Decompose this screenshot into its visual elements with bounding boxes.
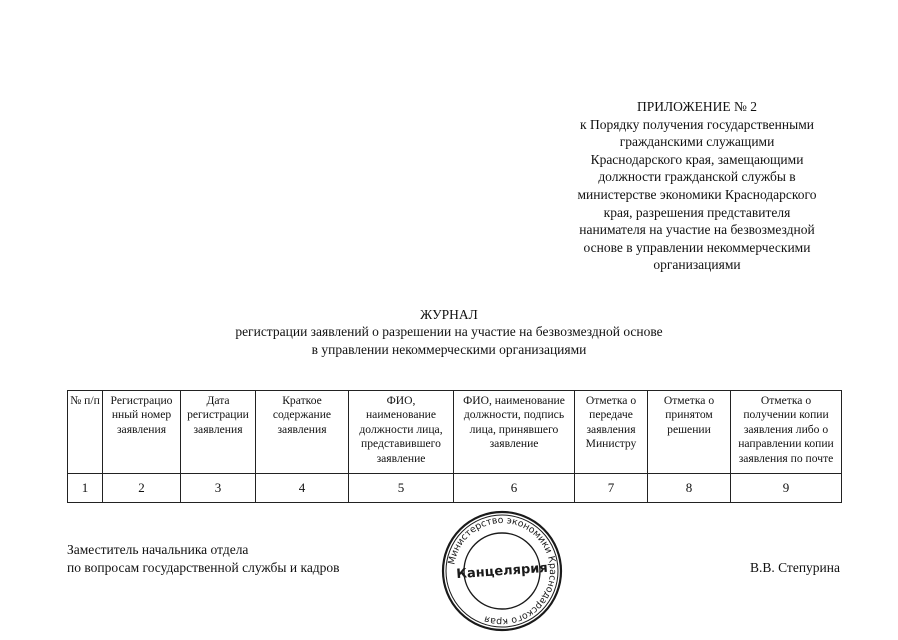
- table-header-cell: ФИО, наименование должности, подпись лица, принявшего заявление: [454, 391, 575, 474]
- table-header-cell: № п/п: [68, 391, 103, 474]
- table-cell: 5: [349, 474, 454, 503]
- appendix-line: края, разрешения представителя: [603, 204, 791, 220]
- appendix-line: основе в управлении некоммерческими: [583, 239, 811, 255]
- official-stamp: [441, 510, 563, 632]
- table-row: [68, 474, 842, 503]
- table-cell: 3: [181, 474, 256, 503]
- table-cell: 9: [731, 474, 842, 503]
- stamp-ring-text: Министерство экономики Краснодарского края: [446, 514, 559, 628]
- appendix-line: Краснодарского края, замещающими: [590, 151, 804, 167]
- signature-position-line1: Заместитель начальника отдела: [67, 542, 249, 557]
- table-cell: 2: [103, 474, 181, 503]
- table-header-cell: Отметка о передаче заявления Министру: [575, 391, 648, 474]
- table-cell: 7: [575, 474, 648, 503]
- stamp-seal-icon: [441, 510, 563, 632]
- table-header-cell: Дата регистрации заявления: [181, 391, 256, 474]
- table-header-cell: Отметка о принятом решении: [648, 391, 731, 474]
- appendix-line: министерстве экономики Краснодарского: [577, 186, 817, 202]
- table-header-row: [68, 391, 842, 474]
- stamp-center-text: Канцелярия: [455, 560, 549, 583]
- table-header-cell: Отметка о получении копии заявления либо о направлении копии заявления по почте: [731, 391, 842, 474]
- appendix-line: к Порядку получения государственными: [580, 116, 814, 132]
- table-header-cell: Краткое содержание заявления: [256, 391, 349, 474]
- table-header-cell: ФИО, наименование должности лица, представившего заявление: [349, 391, 454, 474]
- signatory-name: В.В. Степурина: [749, 560, 840, 575]
- table-cell: 4: [256, 474, 349, 503]
- appendix-line: нанимателя на участие на безвозмездной: [579, 222, 815, 238]
- table-cell: 1: [68, 474, 103, 503]
- appendix-block: [542, 98, 852, 274]
- appendix-line: гражданскими служащими: [619, 134, 775, 150]
- journal-subtitle-line1: регистрации заявлений о разрешении на участие на безвозмездной основе: [235, 324, 663, 340]
- table-cell: 8: [648, 474, 731, 503]
- appendix-title: ПРИЛОЖЕНИЕ № 2: [636, 99, 758, 114]
- appendix-line: должности гражданской службы в: [598, 169, 796, 185]
- table-cell: 6: [454, 474, 575, 503]
- appendix-line: организациями: [653, 257, 741, 273]
- journal-table: [67, 390, 842, 503]
- signature-position: [67, 541, 340, 576]
- journal-title: ЖУРНАЛ: [420, 307, 478, 322]
- journal-subtitle-line2: в управлении некоммерческими организациями: [311, 341, 587, 357]
- table-header-cell: Регистрацио нный номер заявления: [103, 391, 181, 474]
- journal-heading: [0, 306, 898, 358]
- signature-position-line2: по вопросам государственной службы и кадров: [67, 559, 340, 575]
